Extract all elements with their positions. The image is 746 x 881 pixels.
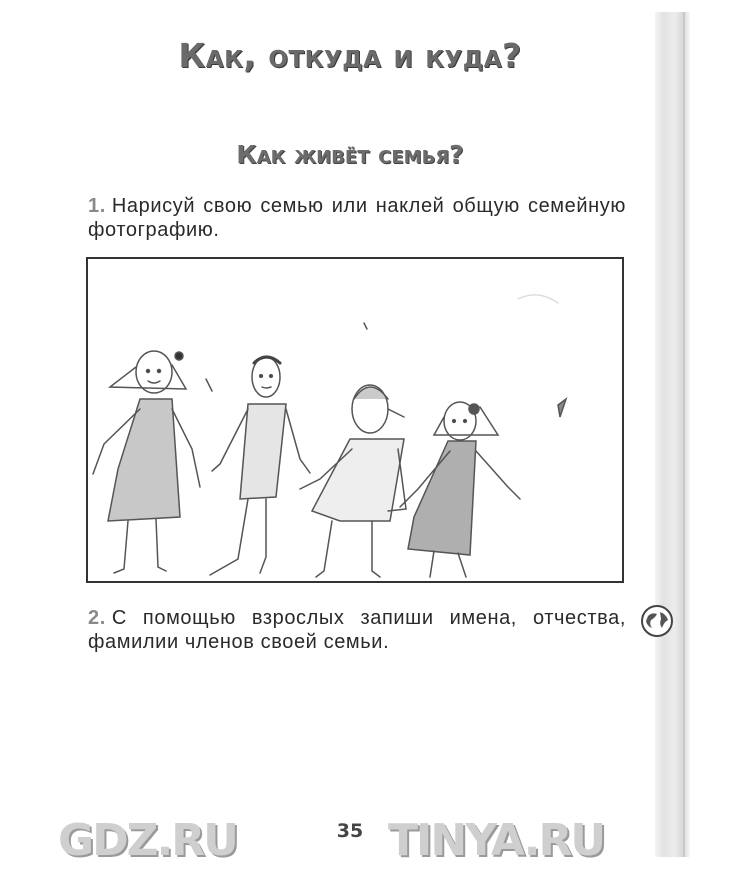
- task-1-number: 1.: [88, 195, 106, 217]
- figure-boy: [210, 357, 310, 575]
- page-number: 35: [336, 820, 364, 842]
- watermark-right-logo: TINYA.RU: [388, 818, 605, 864]
- task-1-text: Нарисуй свою семью или наклей общую семейную фотографию.: [88, 195, 626, 241]
- family-drawing-frame: [86, 257, 624, 583]
- task-1: [88, 194, 626, 242]
- family-drawing: [88, 259, 622, 581]
- task-2-text: С помощью взрослых запиши имена, отчества, фамилии членов своей семьи.: [88, 607, 626, 653]
- figure-adult-middle: [300, 385, 406, 577]
- page-edge-line: [683, 12, 685, 857]
- globe-icon: [640, 604, 674, 638]
- watermark-left-logo: GDZ.RU: [58, 818, 237, 864]
- section-title: Как живёт семья?: [236, 140, 464, 169]
- figure-girl-right: [400, 402, 520, 577]
- chapter-title: Как, откуда и куда?: [178, 36, 522, 75]
- task-2-number: 2.: [88, 607, 106, 629]
- task-2: [88, 606, 626, 654]
- figure-girl-left: [93, 351, 200, 573]
